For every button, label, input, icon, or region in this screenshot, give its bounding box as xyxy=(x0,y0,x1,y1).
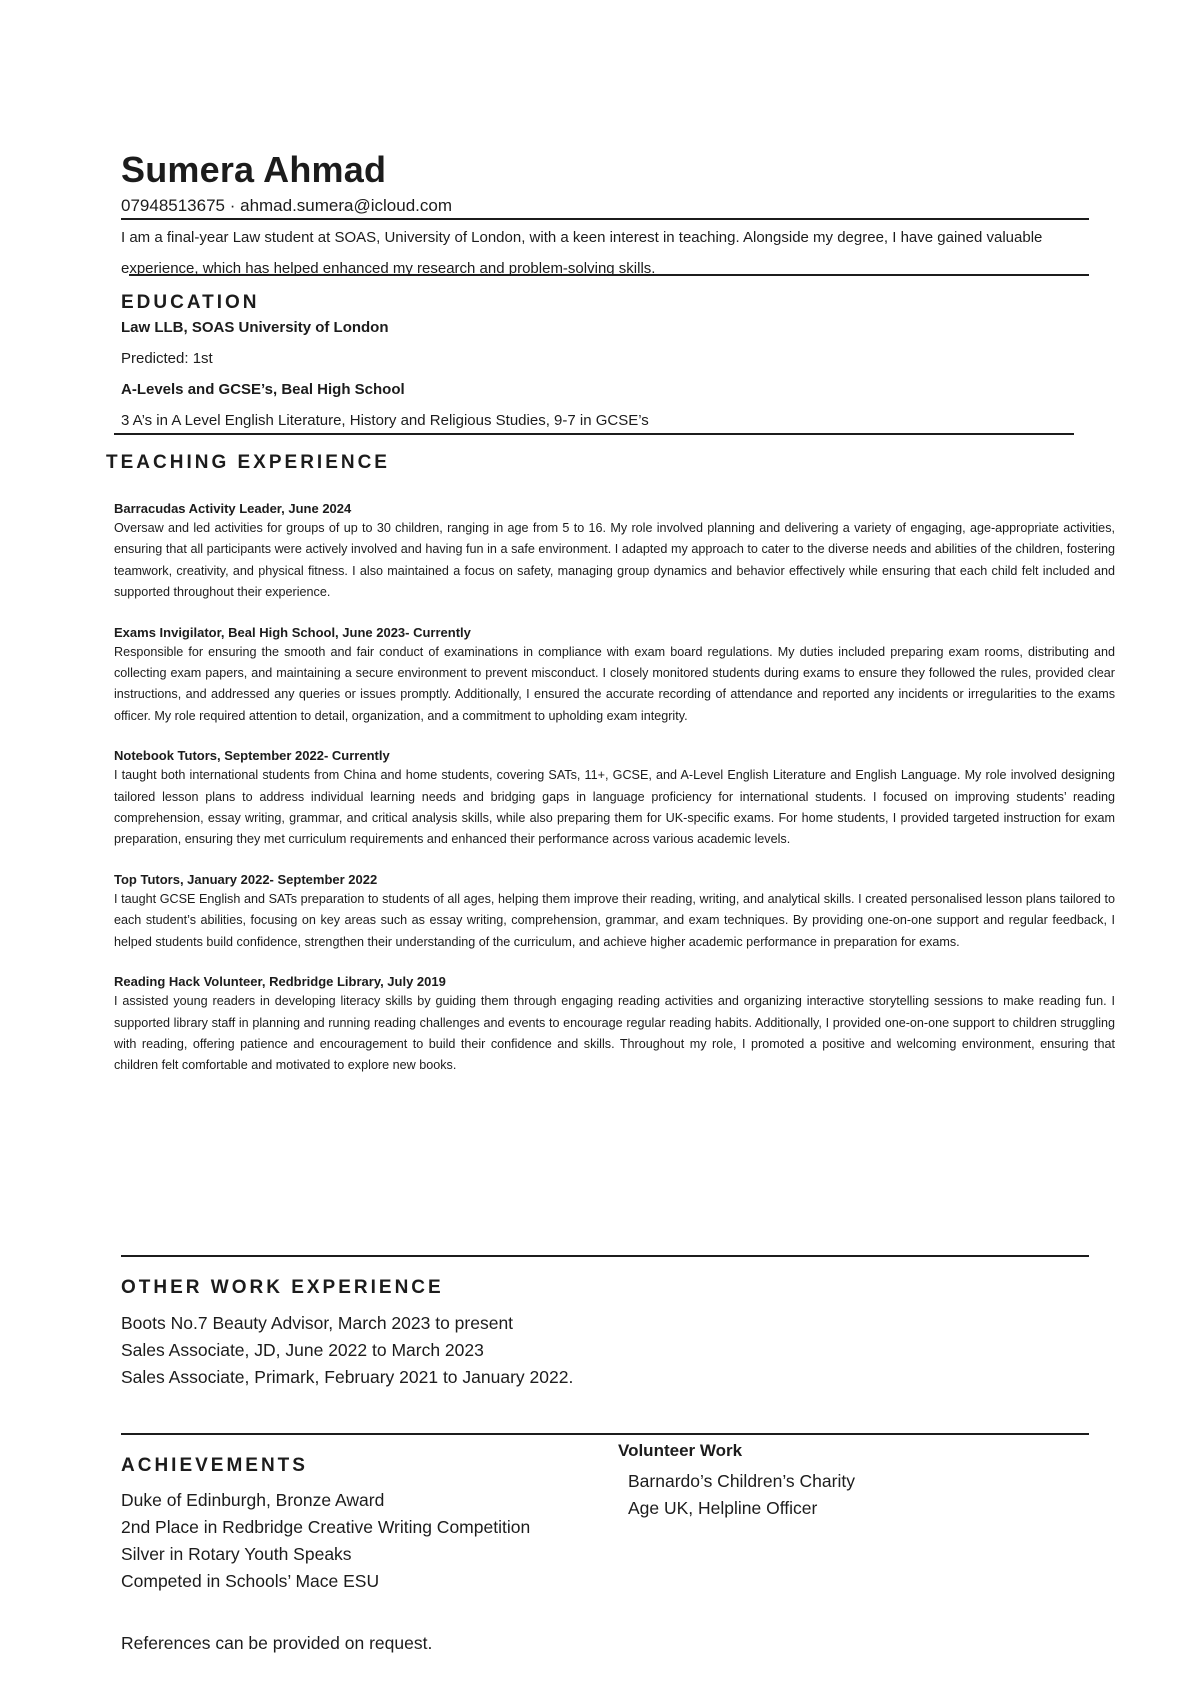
candidate-name: Sumera Ahmad xyxy=(121,149,387,190)
teaching-section xyxy=(114,500,1115,1077)
achievement-item: Duke of Edinburgh, Bronze Award xyxy=(121,1490,385,1510)
education-entry xyxy=(121,318,1081,369)
job-entry xyxy=(114,871,1115,953)
volunteer-item: Age UK, Helpline Officer xyxy=(628,1498,818,1518)
job-description: I assisted young readers in developing literacy skills by guiding them through engaging reading activities and organizing interactive storytelling sessions to make reading fun. I supported library staff in planning and running reading challenges and events to encourage regular reading habits. Additionally, I provided one-on-one support to children struggling with reading, offering patience and encouragement to build their confidence and skills. Throughout my role, I promoted a positive and welcoming environment, ensuring that children felt comfortable and motivated to explore new books. xyxy=(114,994,1115,1073)
other-work-heading: OTHER WORK EXPERIENCE xyxy=(121,1277,444,1298)
references-note: References can be provided on request. xyxy=(121,1633,433,1653)
teaching-heading: TEACHING EXPERIENCE xyxy=(106,452,390,473)
education-divider xyxy=(114,433,1074,435)
education-heading: EDUCATION xyxy=(121,292,260,313)
volunteer-heading: Volunteer Work xyxy=(618,1441,743,1460)
other-work-divider xyxy=(121,1255,1089,1257)
job-title: Top Tutors, January 2022- September 2022 xyxy=(114,871,378,887)
education-section xyxy=(121,291,1081,431)
personal-summary: I am a final-year Law student at SOAS, University of London, with a keen interest in teaching. Alongside my degree, I have gained valuable experience, which has helped enhanced my research and problem-solving skills. xyxy=(121,229,1043,277)
other-work-item: Sales Associate, JD, June 2022 to March 2023 xyxy=(121,1340,484,1360)
other-work-list xyxy=(121,1310,573,1391)
volunteer-item: Barnardo’s Children’s Charity xyxy=(628,1471,855,1491)
education-detail: Predicted: 1st xyxy=(121,350,213,367)
job-entry xyxy=(114,624,1115,728)
achievements-heading: ACHIEVEMENTS xyxy=(121,1455,308,1476)
contact-details: 07948513675 · ahmad.sumera@icloud.com xyxy=(121,196,453,215)
achievement-item: Silver in Rotary Youth Speaks xyxy=(121,1544,352,1564)
job-description: Oversaw and led activities for groups of up to 30 children, ranging in age from 5 to 16. My role involved planning and delivering a variety of engaging, age-appropriate activities, ensuring that all participants were actively involved and having fun in a safe environment. I adapted my approach to cater to the diverse needs and abilities of the children, fostering teamwork, creativity, and physical fitness. I also maintained a focus on safety, managing group dynamics and behavior effectively while ensuring that each child felt included and supported throughout their experience. xyxy=(114,521,1115,600)
other-work-item: Boots No.7 Beauty Advisor, March 2023 to present xyxy=(121,1313,514,1333)
job-title: Barracudas Activity Leader, June 2024 xyxy=(114,501,352,516)
other-work-item: Sales Associate, Primark, February 2021 to January 2022. xyxy=(121,1367,574,1387)
achievement-item: Competed in Schools’ Mace ESU xyxy=(121,1571,380,1591)
education-detail: 3 A’s in A Level English Literature, History and Religious Studies, 9-7 in GCSE’s xyxy=(121,412,649,429)
achievements-list xyxy=(121,1487,530,1595)
job-entry xyxy=(114,973,1115,1077)
header-divider xyxy=(121,218,1089,220)
achievement-item: 2nd Place in Redbridge Creative Writing Competition xyxy=(121,1517,531,1537)
achievements-divider xyxy=(121,1433,1089,1435)
job-description: I taught both international students from China and home students, covering SATs, 11+, GCSE, and A-Level English Literature and English Language. My role involved designing tailored lesson plans to address individual learning needs and bridging gaps in language proficiency for international students. I focused on improving students’ reading comprehension, essay writing, grammar, and critical analysis skills, while also preparing them for UK-specific exams. For home students, I provided targeted instruction for exam preparation, ensuring they met curriculum requirements and enhanced their performance across various academic levels. xyxy=(114,768,1115,847)
job-entry xyxy=(114,500,1115,604)
education-degree: A-Levels and GCSE’s, Beal High School xyxy=(121,381,405,398)
job-title: Reading Hack Volunteer, Redbridge Library, July 2019 xyxy=(114,974,446,990)
education-degree: Law LLB, SOAS University of London xyxy=(121,319,389,336)
education-entry xyxy=(121,380,1081,431)
job-description: Responsible for ensuring the smooth and fair conduct of examinations in compliance with exam board regulations. My duties included preparing exam rooms, distributing and collecting exam papers, and maintaining a secure environment to prevent misconduct. I closely monitored students during exams to ensure they followed the rules, provided clear instructions, and addressed any queries or issues promptly. Additionally, I ensured the accurate recording of attendance and reported any incidents or irregularities to the exams officer. My role required attention to detail, organization, and a commitment to upholding exam integrity. xyxy=(114,644,1115,723)
volunteer-list xyxy=(628,1468,855,1522)
summary-divider xyxy=(129,274,1089,276)
job-entry xyxy=(114,747,1115,851)
job-title: Notebook Tutors, September 2022- Currently xyxy=(114,748,390,764)
job-description: I taught GCSE English and SATs preparation to students of all ages, helping them improve their reading, writing, and analytical skills. I created personalised lesson plans tailored to each student’s abilities, focusing on key areas such as essay writing, comprehension, grammar, and exam techniques. By providing one-on-one support and regular feedback, I helped students build confidence, strengthen their understanding of the curriculum, and achieve higher academic performance in preparation for exams. xyxy=(114,891,1115,949)
job-title: Exams Invigilator, Beal High School, June 2023- Currently xyxy=(114,624,471,640)
